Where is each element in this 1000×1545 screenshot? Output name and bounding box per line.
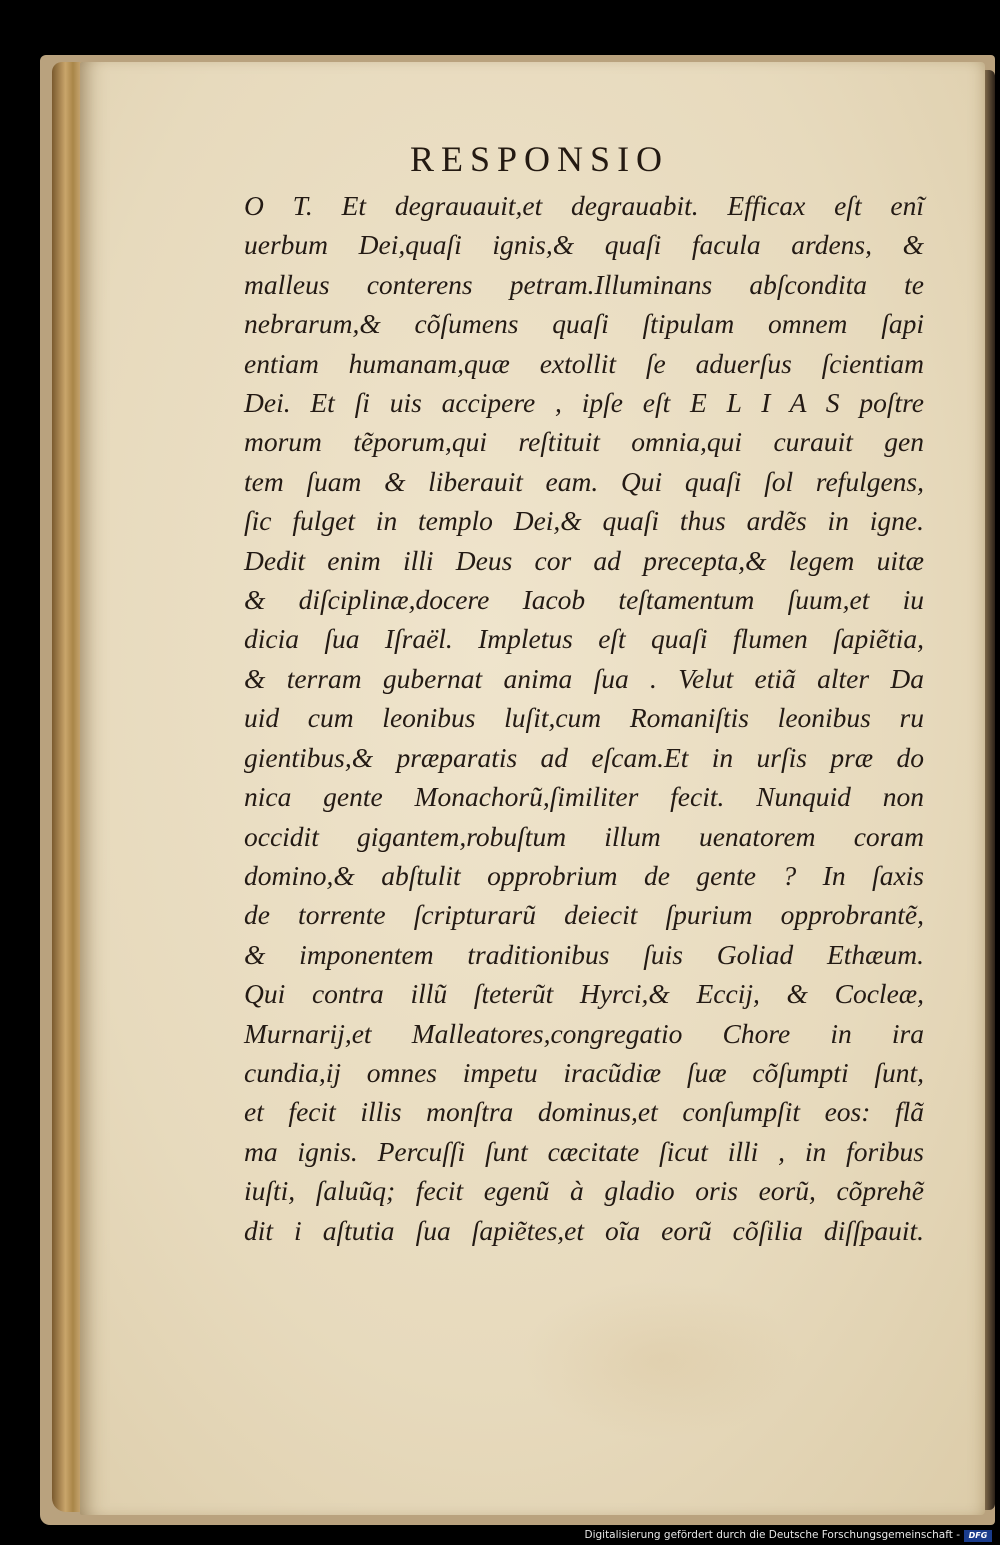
page-edges-left: [52, 62, 82, 1512]
text-line: entiam humanam,quæ extollit ſe aduerſus ſcientiam: [244, 347, 924, 379]
text-line: Murnarij,et Malleatores,congregatio Chore in ira: [244, 1017, 924, 1049]
text-line: & diſciplinæ,docere Iacob teſtamentum ſuum,et iu: [244, 584, 924, 616]
text-line: malleus conterens petram.Illuminans abſcondita te: [244, 268, 924, 300]
text-line: nica gente Monachorũ,ſimiliter fecit. Nunquid non: [244, 781, 924, 813]
text-line: cundia,ij omnes impetu iracũdiæ ſuæ cõſumpti ſunt,: [244, 1056, 924, 1088]
dfg-logo-icon: DFG: [964, 1530, 992, 1542]
text-line: uid cum leonibus luſit,cum Romaniſtis leonibus ru: [244, 702, 924, 734]
text-line: occidit gigantem,robuſtum illum uenatorem coram: [244, 820, 924, 852]
footer-credit: Digitalisierung gefördert durch die Deutsche Forschungsgemeinschaft -: [584, 1529, 960, 1541]
text-line: Qui contra illũ ſteterũt Hyrci,& Eccij, & Cocleæ,: [244, 978, 924, 1010]
text-line: domino,& abſtulit opprobrium de gente ? In ſaxis: [244, 859, 924, 891]
text-line: & imponentem traditionibus ſuis Goliad Ethæum.: [244, 938, 924, 970]
text-line: tem ſuam & liberauit eam. Qui quaſi ſol refulgens,: [244, 465, 924, 497]
text-line: iuſti, ſaluũq; fecit egenũ à gladio oris eorũ, cõprehẽ: [244, 1175, 924, 1207]
text-line: O T. Et degrauauit,et degrauabit. Efficax eſt enĩ: [244, 190, 924, 221]
text-line: uerbum Dei,quaſi ignis,& quaſi facula ardens, &: [244, 229, 924, 261]
text-line: dicia ſua Iſraël. Impletus eſt quaſi flumen ſapiẽtia,: [244, 623, 924, 655]
text-line: gientibus,& præparatis ad eſcam.Et in urſis præ do: [244, 741, 924, 773]
page-body-text: [244, 186, 924, 1250]
text-line: & terram gubernat anima ſua . Velut etiã alter Da: [244, 662, 924, 694]
text-line: dit i aſtutia ſua ſapiẽtes,et oĩa eorũ cõſilia diſſpauit.: [244, 1214, 924, 1246]
text-line: morum tẽporum,qui reſtituit omnia,qui curauit gen: [244, 426, 924, 458]
text-line: Dei. Et ſi uis accipere , ipſe eſt E L I A S poſtre: [244, 387, 924, 419]
text-line: de torrente ſcripturarũ deiecit ſpurium opprobrantẽ,: [244, 899, 924, 931]
running-head: RESPONSIO: [410, 139, 670, 179]
text-line: ſic fulget in templo Dei,& quaſi thus ardẽs in igne.: [244, 505, 924, 537]
page-stain: [520, 1280, 800, 1440]
text-line: nebrarum,& cõſumens quaſi ſtipulam omnem ſapi: [244, 308, 924, 340]
text-line: ma ignis. Percuſſi ſunt cæcitate ſicut illi , in foribus: [244, 1135, 924, 1167]
text-line: Dedit enim illi Deus cor ad precepta,& legem uitæ: [244, 544, 924, 576]
text-line: et fecit illis monſtra dominus,et conſumpſit eos: flã: [244, 1096, 924, 1128]
